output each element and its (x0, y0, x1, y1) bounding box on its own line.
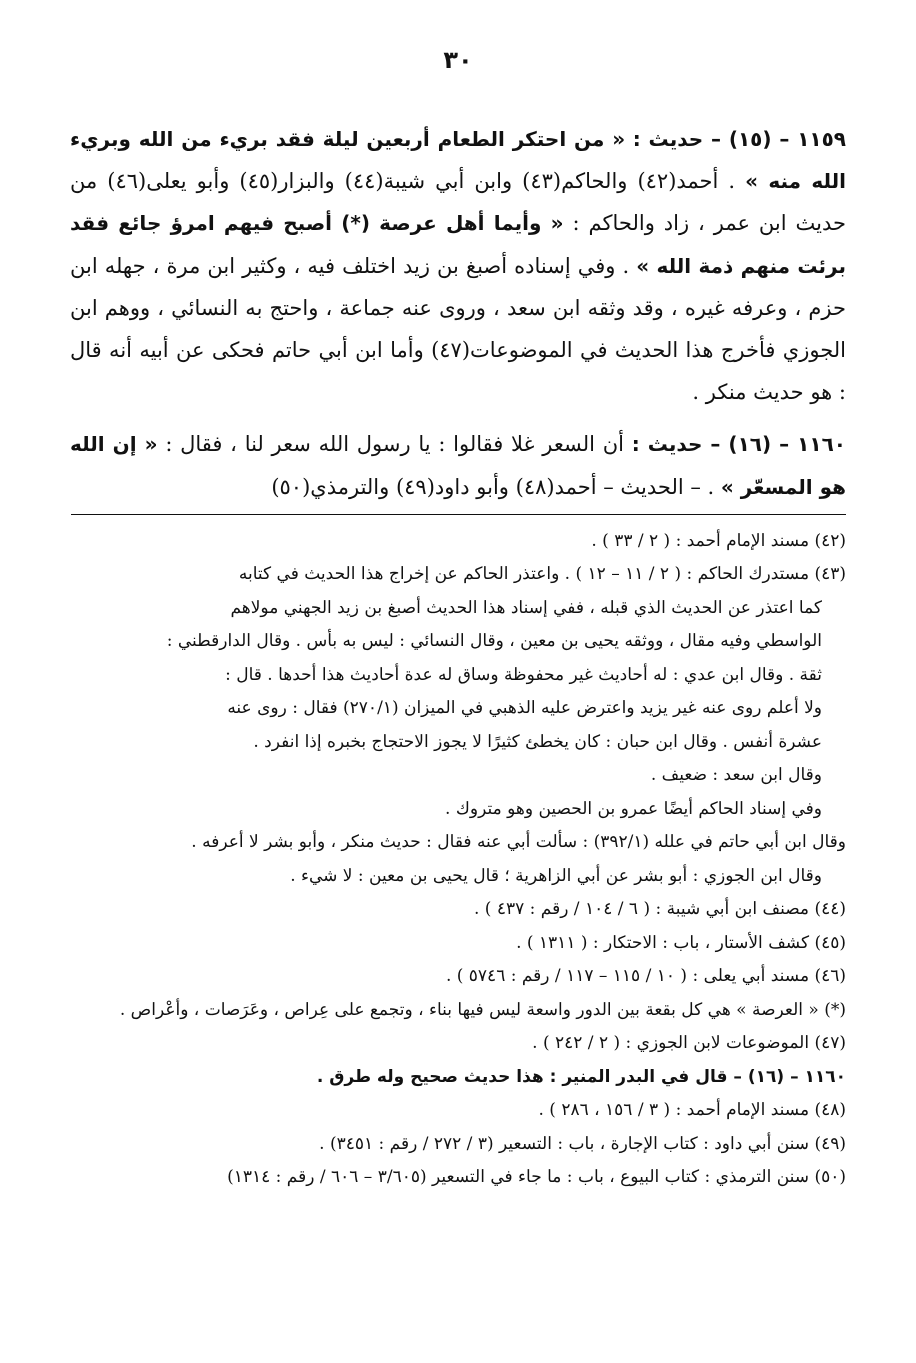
footnote-1160-heading: ١١٦٠ – (١٦) – قال في البدر المنير : هذا حديث صحيح وله طرق . (316, 1066, 846, 1087)
footnote-line: وقال ابن الجوزي : أبو بشر عن أبي الزاهرية ؛ قال يحيى بن معين : لا شيء . (290, 865, 822, 886)
footnote-49: (٤٩) سنن أبي داود : كتاب الإجارة ، باب : التسعير (٣ / ٢٧٢ / رقم : ٣٤٥١) . (319, 1133, 846, 1154)
hadith-number: ١١٦٠ – (١٦) – حديث : (631, 432, 846, 457)
footnotes (70, 525, 846, 1195)
footnote-line: كما اعتذر عن الحديث الذي قبله ، ففي إسناد هذا الحديث أصبغ بن زيد الجهني مولاهم (230, 597, 822, 618)
footnote-line: وقال ابن سعد : ضعيف . (650, 765, 822, 786)
footnote-47: (٤٧) الموضوعات لابن الجوزي : ( ٢ / ٢٤٢ ) . (532, 1033, 846, 1054)
footnote-line: الواسطي وفيه مقال ، ووثقه يحيى بن معين ، وقال النسائي : ليس به بأس . وقال الدارقطني : (166, 631, 822, 652)
footnote-line: (٤٣) مستدرك الحاكم : ( ٢ / ١١ – ١٢ ) . واعتذر الحاكم عن إخراج هذا الحديث في كتابه (238, 564, 846, 585)
footnote-48: (٤٨) مسند الإمام أحمد : ( ٣ / ١٥٦ ، ٢٨٦ ) . (538, 1100, 846, 1121)
hadith-commentary: . – الحديث – أحمد(٤٨) وأبو داود(٤٩) والترمذي(٥٠) (271, 474, 715, 499)
main-text (70, 118, 846, 508)
hadith-entry-1160 (70, 423, 846, 507)
footnote-line: وقال ابن أبي حاتم في علله (٣٩٢/١) : سألت أبي عنه فقال : حديث منكر ، وأبو بشر لا أعرفه . (191, 832, 846, 853)
footnote-divider (71, 514, 846, 515)
hadith-quote-addition: « وأيما أهل عرصة (*) أصبح فيهم امرؤ جائع فقد برئت منهم ذمة الله » (70, 211, 846, 278)
footnote-50: (٥٠) سنن الترمذي : كتاب البيوع ، باب : ما جاء في التسعير (٣/٦٠٥ – ٦٠٦ / رقم : ١٣١٤) (227, 1167, 846, 1188)
footnote-43 (70, 558, 846, 893)
footnote-42: (٤٢) مسند الإمام أحمد : ( ٢ / ٣٣ ) . (591, 530, 846, 551)
hadith-commentary: أن السعر غلا فقالوا : يا رسول الله سعر لنا ، فقال : (165, 432, 624, 457)
hadith-entry-1159 (70, 118, 846, 413)
page-number: ٣٠ (443, 46, 473, 74)
hadith-number: ١١٥٩ – (١٥) – حديث : (632, 127, 847, 151)
footnote-star: (*) « العرصة » هي كل بقعة بين الدور واسعة ليس فيها بناء ، وتجمع على عِراص ، وعَرَصات ، وأعْراص . (119, 999, 846, 1020)
footnote-line: ولا أعلم روى عنه غير يزيد واعترض عليه الذهبي في الميزان (٢٧٠/١) فقال : روى عنه (227, 698, 822, 719)
hadith-quote: « إن الله هو المسعّر » (70, 432, 846, 499)
hadith-quote: « من احتكر الطعام أربعين ليلة فقد بريء من الله وبريء الله منه » (70, 127, 846, 194)
footnote-line: وفي إسناد الحاكم أيضًا عمرو بن الحصين وهو متروك . (445, 798, 822, 819)
footnote-line: ثقة . وقال ابن عدي : له أحاديث غير محفوظة وساق له عدة أحاديث هذا أحدها . قال : (225, 664, 822, 685)
footnote-46: (٤٦) مسند أبي يعلى : ( ١٠ / ١١٥ – ١١٧ / رقم : ٥٧٤٦ ) . (445, 966, 846, 987)
hadith-commentary: . أحمد(٤٢) والحاكم(٤٣) وابن أبي شيبة(٤٤) والبزار(٤٥) وأبو يعلى(٤٦) من حديث ابن عمر ، زاد والحاكم : (70, 169, 846, 236)
footnote-44: (٤٤) مصنف ابن أبي شيبة : ( ٦ / ١٠٤ / رقم : ٤٣٧ ) . (473, 899, 846, 920)
hadith-commentary: . وفي إسناده أصبغ بن زيد اختلف فيه ، وكثير ابن مرة ، جهله ابن حزم ، وعرفه غيره ، وقد وثقه ابن سعد ، وروى عنه جماعة ، واحتج به النسائي ، ووهم ابن الجوزي فأخرج هذا الحديث في الموضوعات(٤٧) وأما ابن أبي حاتم فحكى عن أبيه أنه قال : هو حديث منكر . (70, 253, 846, 405)
footnote-line: عشرة أنفس . وقال ابن حبان : كان يخطئ كثيرًا لا يجوز الاحتجاج بخبره إذا انفرد . (253, 731, 822, 752)
footnote-45: (٤٥) كشف الأستار ، باب : الاحتكار : ( ١٣١١ ) . (516, 932, 846, 953)
